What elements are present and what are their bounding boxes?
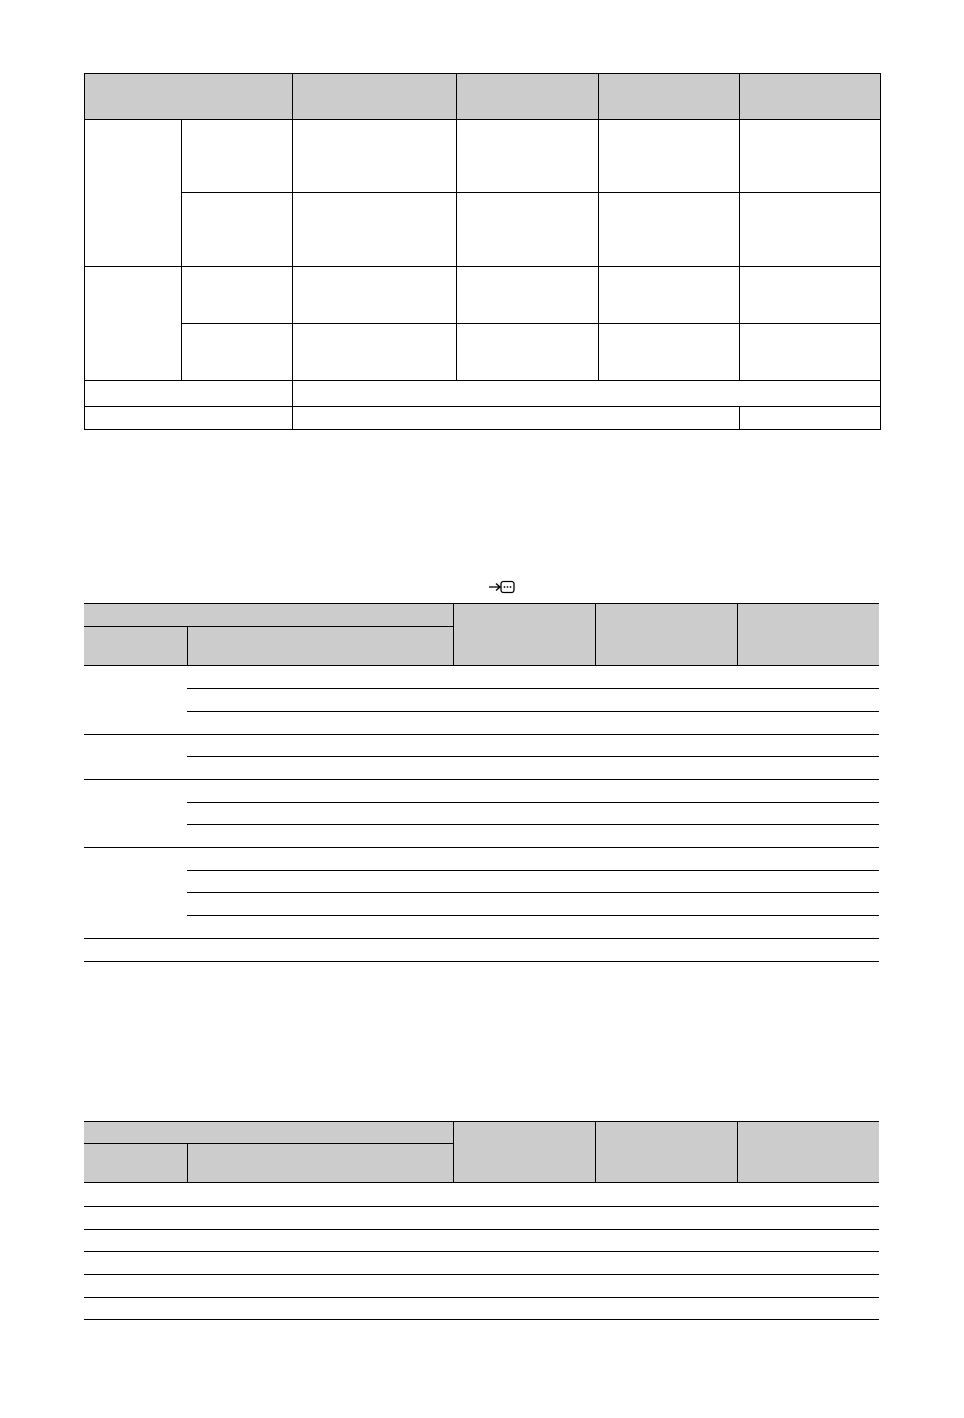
table-1-rule bbox=[84, 380, 881, 381]
table-3-header-col-rule bbox=[737, 1121, 738, 1183]
table-2-header-rule bbox=[84, 603, 879, 604]
table-2-group-rule bbox=[84, 847, 879, 848]
table-1-outer-border bbox=[84, 73, 881, 430]
table-3-row-rule bbox=[84, 1251, 879, 1252]
table-1-rule bbox=[84, 266, 881, 267]
table-3-header-col-rule bbox=[187, 1143, 188, 1183]
table-2-group-rule bbox=[84, 779, 879, 780]
table-2-row-rule bbox=[187, 688, 879, 689]
table-3-row-rule bbox=[84, 1206, 879, 1207]
table-3-row-rule bbox=[84, 1229, 879, 1230]
table-1-rule bbox=[181, 323, 881, 324]
table-2-row-rule bbox=[187, 802, 879, 803]
table-3-header-row bbox=[84, 1121, 879, 1183]
table-2-header-col-rule bbox=[453, 603, 454, 666]
table-2-header-row bbox=[84, 603, 879, 666]
table-2-header-col-rule bbox=[595, 603, 596, 666]
table-2-group-rule bbox=[84, 734, 879, 735]
table-2-header-bottom bbox=[84, 665, 879, 666]
table-2-row-rule bbox=[187, 892, 879, 893]
table-1-col-rule bbox=[292, 73, 293, 430]
input-source-icon bbox=[488, 580, 518, 594]
table-1-col-rule bbox=[739, 73, 740, 380]
table-2-group-rule bbox=[84, 938, 879, 939]
table-2-row-rule bbox=[187, 870, 879, 871]
table-3-bottom-rule bbox=[84, 1319, 879, 1320]
table-3-header-bottom bbox=[84, 1182, 879, 1183]
table-2-header-col-rule bbox=[737, 603, 738, 666]
table-2-row-rule bbox=[187, 711, 879, 712]
table-3-row-rule bbox=[84, 1274, 879, 1275]
table-2-header-rule bbox=[84, 626, 454, 627]
table-2-row-rule bbox=[187, 756, 879, 757]
table-1-col-rule bbox=[456, 73, 457, 380]
table-1-rule bbox=[84, 406, 881, 407]
table-3-header-rule bbox=[84, 1121, 879, 1122]
table-1-col-rule bbox=[598, 73, 599, 380]
table-3-header-rule bbox=[84, 1143, 454, 1144]
table-1-col-rule bbox=[181, 119, 182, 380]
table-3-row-rule bbox=[84, 1297, 879, 1298]
table-1-rule bbox=[181, 192, 881, 193]
table-2-bottom-rule bbox=[84, 961, 879, 962]
table-2-header-col-rule bbox=[187, 626, 188, 666]
table-1-rule bbox=[84, 119, 881, 120]
table-3-header-col-rule bbox=[595, 1121, 596, 1183]
table-2-row-rule bbox=[187, 824, 879, 825]
table-1-col-rule bbox=[739, 406, 740, 430]
table-2-row-rule bbox=[187, 915, 879, 916]
table-3-header-col-rule bbox=[453, 1121, 454, 1183]
